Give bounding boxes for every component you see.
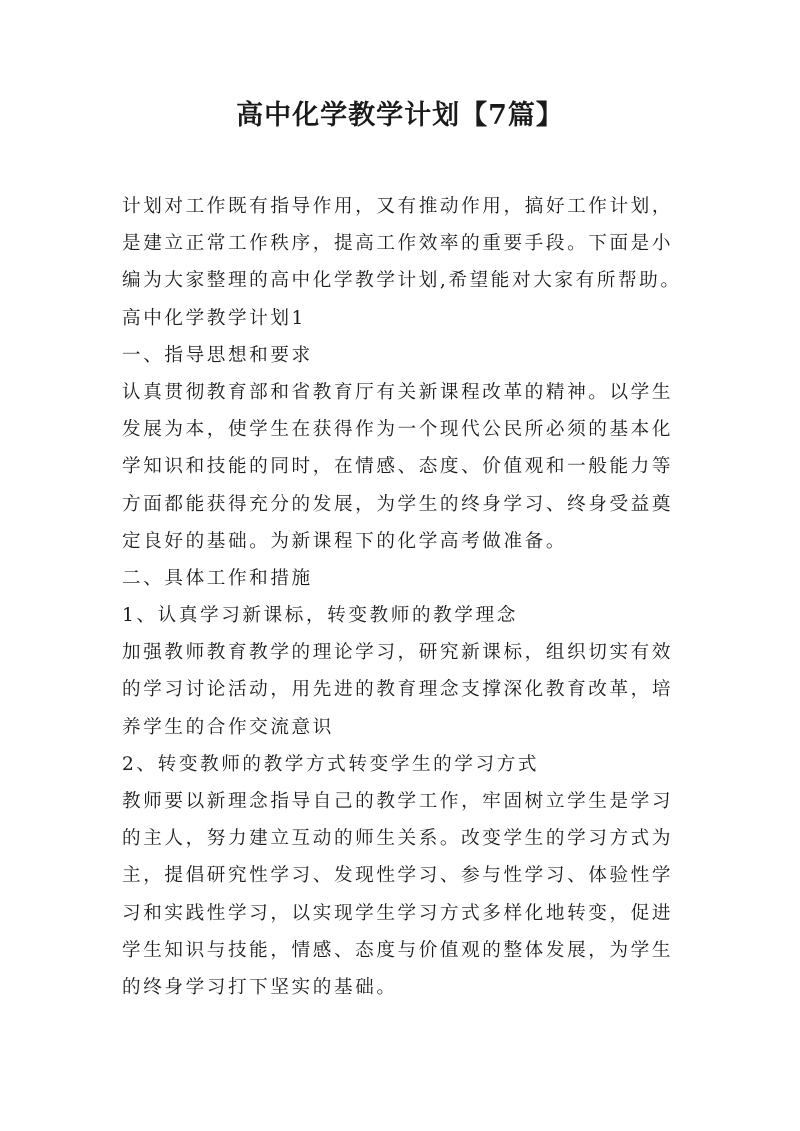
paragraph-line-20: 习和实践性学习，以实现学生学习方式多样化地转变，促进 xyxy=(122,902,674,924)
subheading-work-measures: 二、具体工作和措施 xyxy=(122,567,313,589)
subheading-guiding-ideas: 一、指导思想和要求 xyxy=(122,344,313,366)
paragraph-line-17: 教师要以新理念指导自己的教学工作，牢固树立学生是学习 xyxy=(122,791,674,812)
paragraph-line-6: 认真贯彻教育部和省教育厅有关新课程改革的精神。以学生 xyxy=(122,381,674,403)
paragraph-line-10: 定良好的基础。为新课程下的化学高考做准备。 xyxy=(122,530,568,552)
paragraph-line-21: 学生知识与技能，情感、态度与价值观的整体发展，为学生 xyxy=(122,939,674,961)
paragraph-line-13: 加强教师教育教学的理论学习，研究新课标，组织切实有效 xyxy=(122,642,674,664)
intro-line-3: 编为大家整理的高中化学教学计划,希望能对大家有所帮助。 xyxy=(122,270,682,292)
paragraph-line-15: 养学生的合作交流意识 xyxy=(122,716,334,738)
intro-line-2: 是建立正常工作秩序，提高工作效率的重要手段。下面是小 xyxy=(122,233,674,255)
paragraph-line-22: 的终身学习打下坚实的基础。 xyxy=(122,976,398,998)
intro-line-1: 计划对工作既有指导作用，又有推动作用，搞好工作计划， xyxy=(122,196,674,217)
item-heading-1: 1、认真学习新课标，转变教师的教学理念 xyxy=(122,605,518,627)
item-heading-2: 2、转变教师的教学方式转变学生的学习方式 xyxy=(122,753,540,775)
paragraph-line-9: 方面都能获得充分的发展，为学生的终身学习、终身受益奠 xyxy=(122,493,674,515)
section-heading-plan-1: 高中化学教学计划1 xyxy=(122,307,306,329)
paragraph-line-18: 的主人，努力建立互动的师生关系。改变学生的学习方式为 xyxy=(122,828,674,850)
paragraph-line-7: 发展为本，使学生在获得作为一个现代公民所必须的基本化 xyxy=(122,419,674,441)
paragraph-line-19: 主，提倡研究性学习、发现性学习、参与性学习、体验性学 xyxy=(122,865,674,887)
paragraph-line-8: 学知识和技能的同时，在情感、态度、价值观和一般能力等 xyxy=(122,456,674,478)
document-title: 高中化学教学计划【7篇】 xyxy=(236,100,564,131)
document-body xyxy=(122,188,688,1006)
paragraph-line-14: 的学习讨论活动，用先进的教育理念支撑深化教育改革，培 xyxy=(122,679,674,701)
